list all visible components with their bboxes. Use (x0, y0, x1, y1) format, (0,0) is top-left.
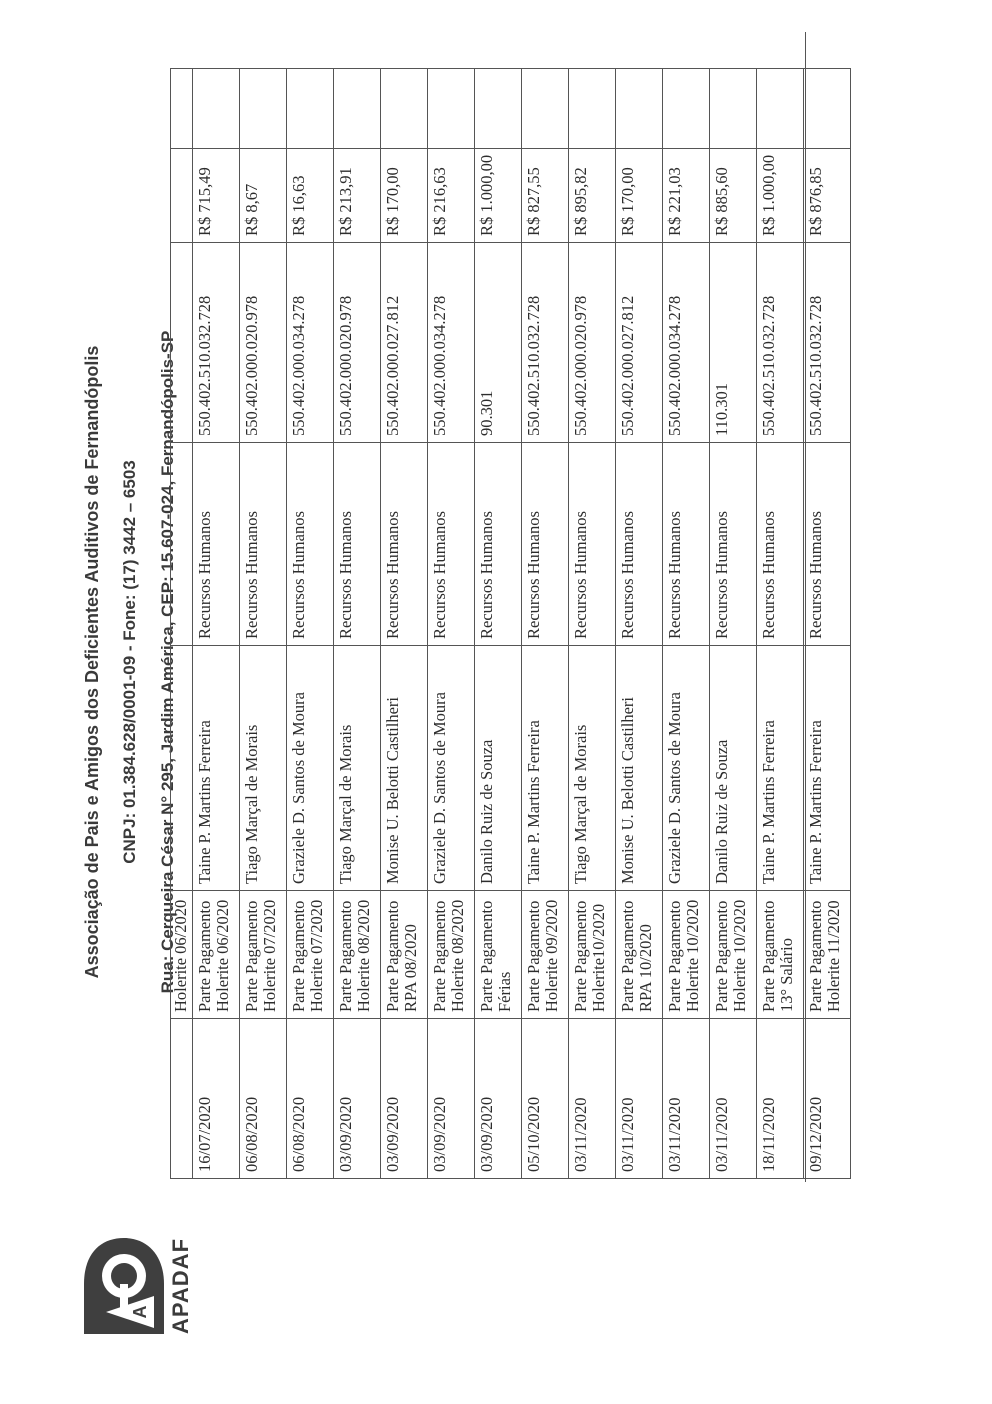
category-cell: Recursos Humanos (804, 443, 851, 646)
value-cell: R$ 8,67 (240, 148, 287, 242)
description-cell: Parte Pagamento Holerite 08/2020 (334, 891, 381, 1019)
category-cell (171, 443, 193, 646)
cnpj-phone: CNPJ: 01.384.628/0001-09 - Fone: (17) 3442 – 6503 (120, 460, 139, 864)
name-cell: Monise U. Belotti Castilheri (381, 646, 428, 891)
empty-cell (569, 68, 616, 148)
description-cell: Parte Pagamento Holerite 09/2020 (522, 891, 569, 1019)
name-cell: Taine P. Martins Ferreira (193, 646, 240, 891)
value-cell: R$ 1.000,00 (475, 148, 522, 242)
value-cell (171, 148, 193, 242)
category-cell: Recursos Humanos (193, 443, 240, 646)
empty-cell (663, 68, 710, 148)
date-cell: 18/11/2020 (757, 1019, 804, 1179)
category-cell: Recursos Humanos (381, 443, 428, 646)
date-cell: 03/11/2020 (569, 1019, 616, 1179)
description-cell: Parte Pagamento Holerite10/2020 (569, 891, 616, 1019)
account-cell: 550.402.000.027.812 (616, 243, 663, 443)
value-cell: R$ 221,03 (663, 148, 710, 242)
account-cell: 550.402.510.032.728 (193, 243, 240, 443)
account-cell (171, 243, 193, 443)
table-row (240, 68, 287, 1178)
name-cell: Tiago Marçal de Morais (334, 646, 381, 891)
date-cell: 03/11/2020 (616, 1019, 663, 1179)
date-cell: 03/11/2020 (663, 1019, 710, 1179)
category-cell: Recursos Humanos (757, 443, 804, 646)
description-cell: Parte Pagamento RPA 10/2020 (616, 891, 663, 1019)
address: Rua: Cerqueira César N° 295, Jardim América, CEP: 15.607-024, Fernandópolis-SP (158, 330, 177, 994)
description-cell: Parte Pagamento Holerite 06/2020 (193, 891, 240, 1019)
name-cell: Monise U. Belotti Castilheri (616, 646, 663, 891)
name-cell: Tiago Marçal de Morais (569, 646, 616, 891)
organization-name: Associação de Pais e Amigos dos Deficientes Auditivos de Fernandópolis (82, 345, 102, 979)
account-cell: 550.402.000.020.978 (334, 243, 381, 443)
value-cell: R$ 827,55 (522, 148, 569, 242)
description-cell: Holerite 06/2020 (171, 891, 193, 1019)
table-row (616, 68, 663, 1178)
name-cell: Graziele D. Santos de Moura (287, 646, 334, 891)
table-row (475, 68, 522, 1178)
date-cell: 03/11/2020 (710, 1019, 757, 1179)
value-cell: R$ 216,63 (428, 148, 475, 242)
account-cell: 550.402.510.032.728 (804, 243, 851, 443)
description-cell: Parte Pagamento Holerite 08/2020 (428, 891, 475, 1019)
table-row (522, 68, 569, 1178)
empty-cell (710, 68, 757, 148)
table-row (334, 68, 381, 1178)
account-cell: 90.301 (475, 243, 522, 443)
name-cell: Danilo Ruiz de Souza (475, 646, 522, 891)
name-cell: Taine P. Martins Ferreira (804, 646, 851, 891)
description-cell: Parte Pagamento Férias (475, 891, 522, 1019)
date-cell: 16/07/2020 (193, 1019, 240, 1179)
account-cell: 550.402.000.020.978 (240, 243, 287, 443)
category-cell: Recursos Humanos (710, 443, 757, 646)
table-row (171, 68, 193, 1178)
empty-cell (381, 68, 428, 148)
value-cell: R$ 1.000,00 (757, 148, 804, 242)
category-cell: Recursos Humanos (522, 443, 569, 646)
logo-text: APADAF (168, 1230, 194, 1342)
value-cell: R$ 170,00 (616, 148, 663, 242)
apadaf-logo (76, 1230, 193, 1342)
table-row (663, 68, 710, 1178)
empty-cell (240, 68, 287, 148)
svg-text:A: A (130, 1305, 150, 1319)
date-cell: 05/10/2020 (522, 1019, 569, 1179)
empty-cell (804, 68, 851, 148)
name-cell (171, 646, 193, 891)
date-cell: 03/09/2020 (334, 1019, 381, 1179)
name-cell: Tiago Marçal de Morais (240, 646, 287, 891)
value-cell: R$ 885,60 (710, 148, 757, 242)
description-cell: Parte Pagamento RPA 08/2020 (381, 891, 428, 1019)
empty-cell (334, 68, 381, 148)
empty-cell (171, 68, 193, 148)
category-cell: Recursos Humanos (569, 443, 616, 646)
table-row (804, 68, 851, 1178)
value-cell: R$ 213,91 (334, 148, 381, 242)
description-cell: Parte Pagamento Holerite 07/2020 (287, 891, 334, 1019)
category-cell: Recursos Humanos (287, 443, 334, 646)
table-row (757, 68, 804, 1178)
value-cell: R$ 715,49 (193, 148, 240, 242)
table-row (287, 68, 334, 1178)
category-cell: Recursos Humanos (334, 443, 381, 646)
date-cell: 03/09/2020 (428, 1019, 475, 1179)
empty-cell (193, 68, 240, 148)
description-cell: Parte Pagamento 13° Salário (757, 891, 804, 1019)
empty-cell (757, 68, 804, 148)
empty-cell (475, 68, 522, 148)
date-cell: 03/09/2020 (475, 1019, 522, 1179)
empty-cell (522, 68, 569, 148)
account-cell: 550.402.000.034.278 (663, 243, 710, 443)
description-cell: Parte Pagamento Holerite 10/2020 (710, 891, 757, 1019)
account-cell: 550.402.000.027.812 (381, 243, 428, 443)
empty-cell (287, 68, 334, 148)
account-cell: 550.402.000.034.278 (428, 243, 475, 443)
category-cell: Recursos Humanos (475, 443, 522, 646)
empty-cell (428, 68, 475, 148)
value-cell: R$ 895,82 (569, 148, 616, 242)
table-row (193, 68, 240, 1178)
name-cell: Graziele D. Santos de Moura (428, 646, 475, 891)
payments-table (170, 68, 851, 1179)
date-cell: 06/08/2020 (240, 1019, 287, 1179)
description-cell: Parte Pagamento Holerite 11/2020 (804, 891, 851, 1019)
account-cell: 550.402.000.034.278 (287, 243, 334, 443)
value-cell: R$ 170,00 (381, 148, 428, 242)
category-cell: Recursos Humanos (663, 443, 710, 646)
date-cell: 09/12/2020 (804, 1019, 851, 1179)
date-cell: 03/09/2020 (381, 1019, 428, 1179)
table-row (381, 68, 428, 1178)
name-cell: Graziele D. Santos de Moura (663, 646, 710, 891)
value-cell: R$ 876,85 (804, 148, 851, 242)
account-cell: 550.402.510.032.728 (522, 243, 569, 443)
date-cell: 06/08/2020 (287, 1019, 334, 1179)
name-cell: Danilo Ruiz de Souza (710, 646, 757, 891)
account-cell: 550.402.510.032.728 (757, 243, 804, 443)
name-cell: Taine P. Martins Ferreira (757, 646, 804, 891)
category-cell: Recursos Humanos (240, 443, 287, 646)
value-cell: R$ 16,63 (287, 148, 334, 242)
table-row (710, 68, 757, 1178)
date-cell (171, 1019, 193, 1179)
name-cell: Taine P. Martins Ferreira (522, 646, 569, 891)
table-row (569, 68, 616, 1178)
empty-cell (616, 68, 663, 148)
description-cell: Parte Pagamento Holerite 07/2020 (240, 891, 287, 1019)
category-cell: Recursos Humanos (616, 443, 663, 646)
category-cell: Recursos Humanos (428, 443, 475, 646)
account-cell: 110.301 (710, 243, 757, 443)
apadaf-logo-icon (76, 1230, 176, 1342)
table-row (428, 68, 475, 1178)
description-cell: Parte Pagamento Holerite 10/2020 (663, 891, 710, 1019)
account-cell: 550.402.000.020.978 (569, 243, 616, 443)
